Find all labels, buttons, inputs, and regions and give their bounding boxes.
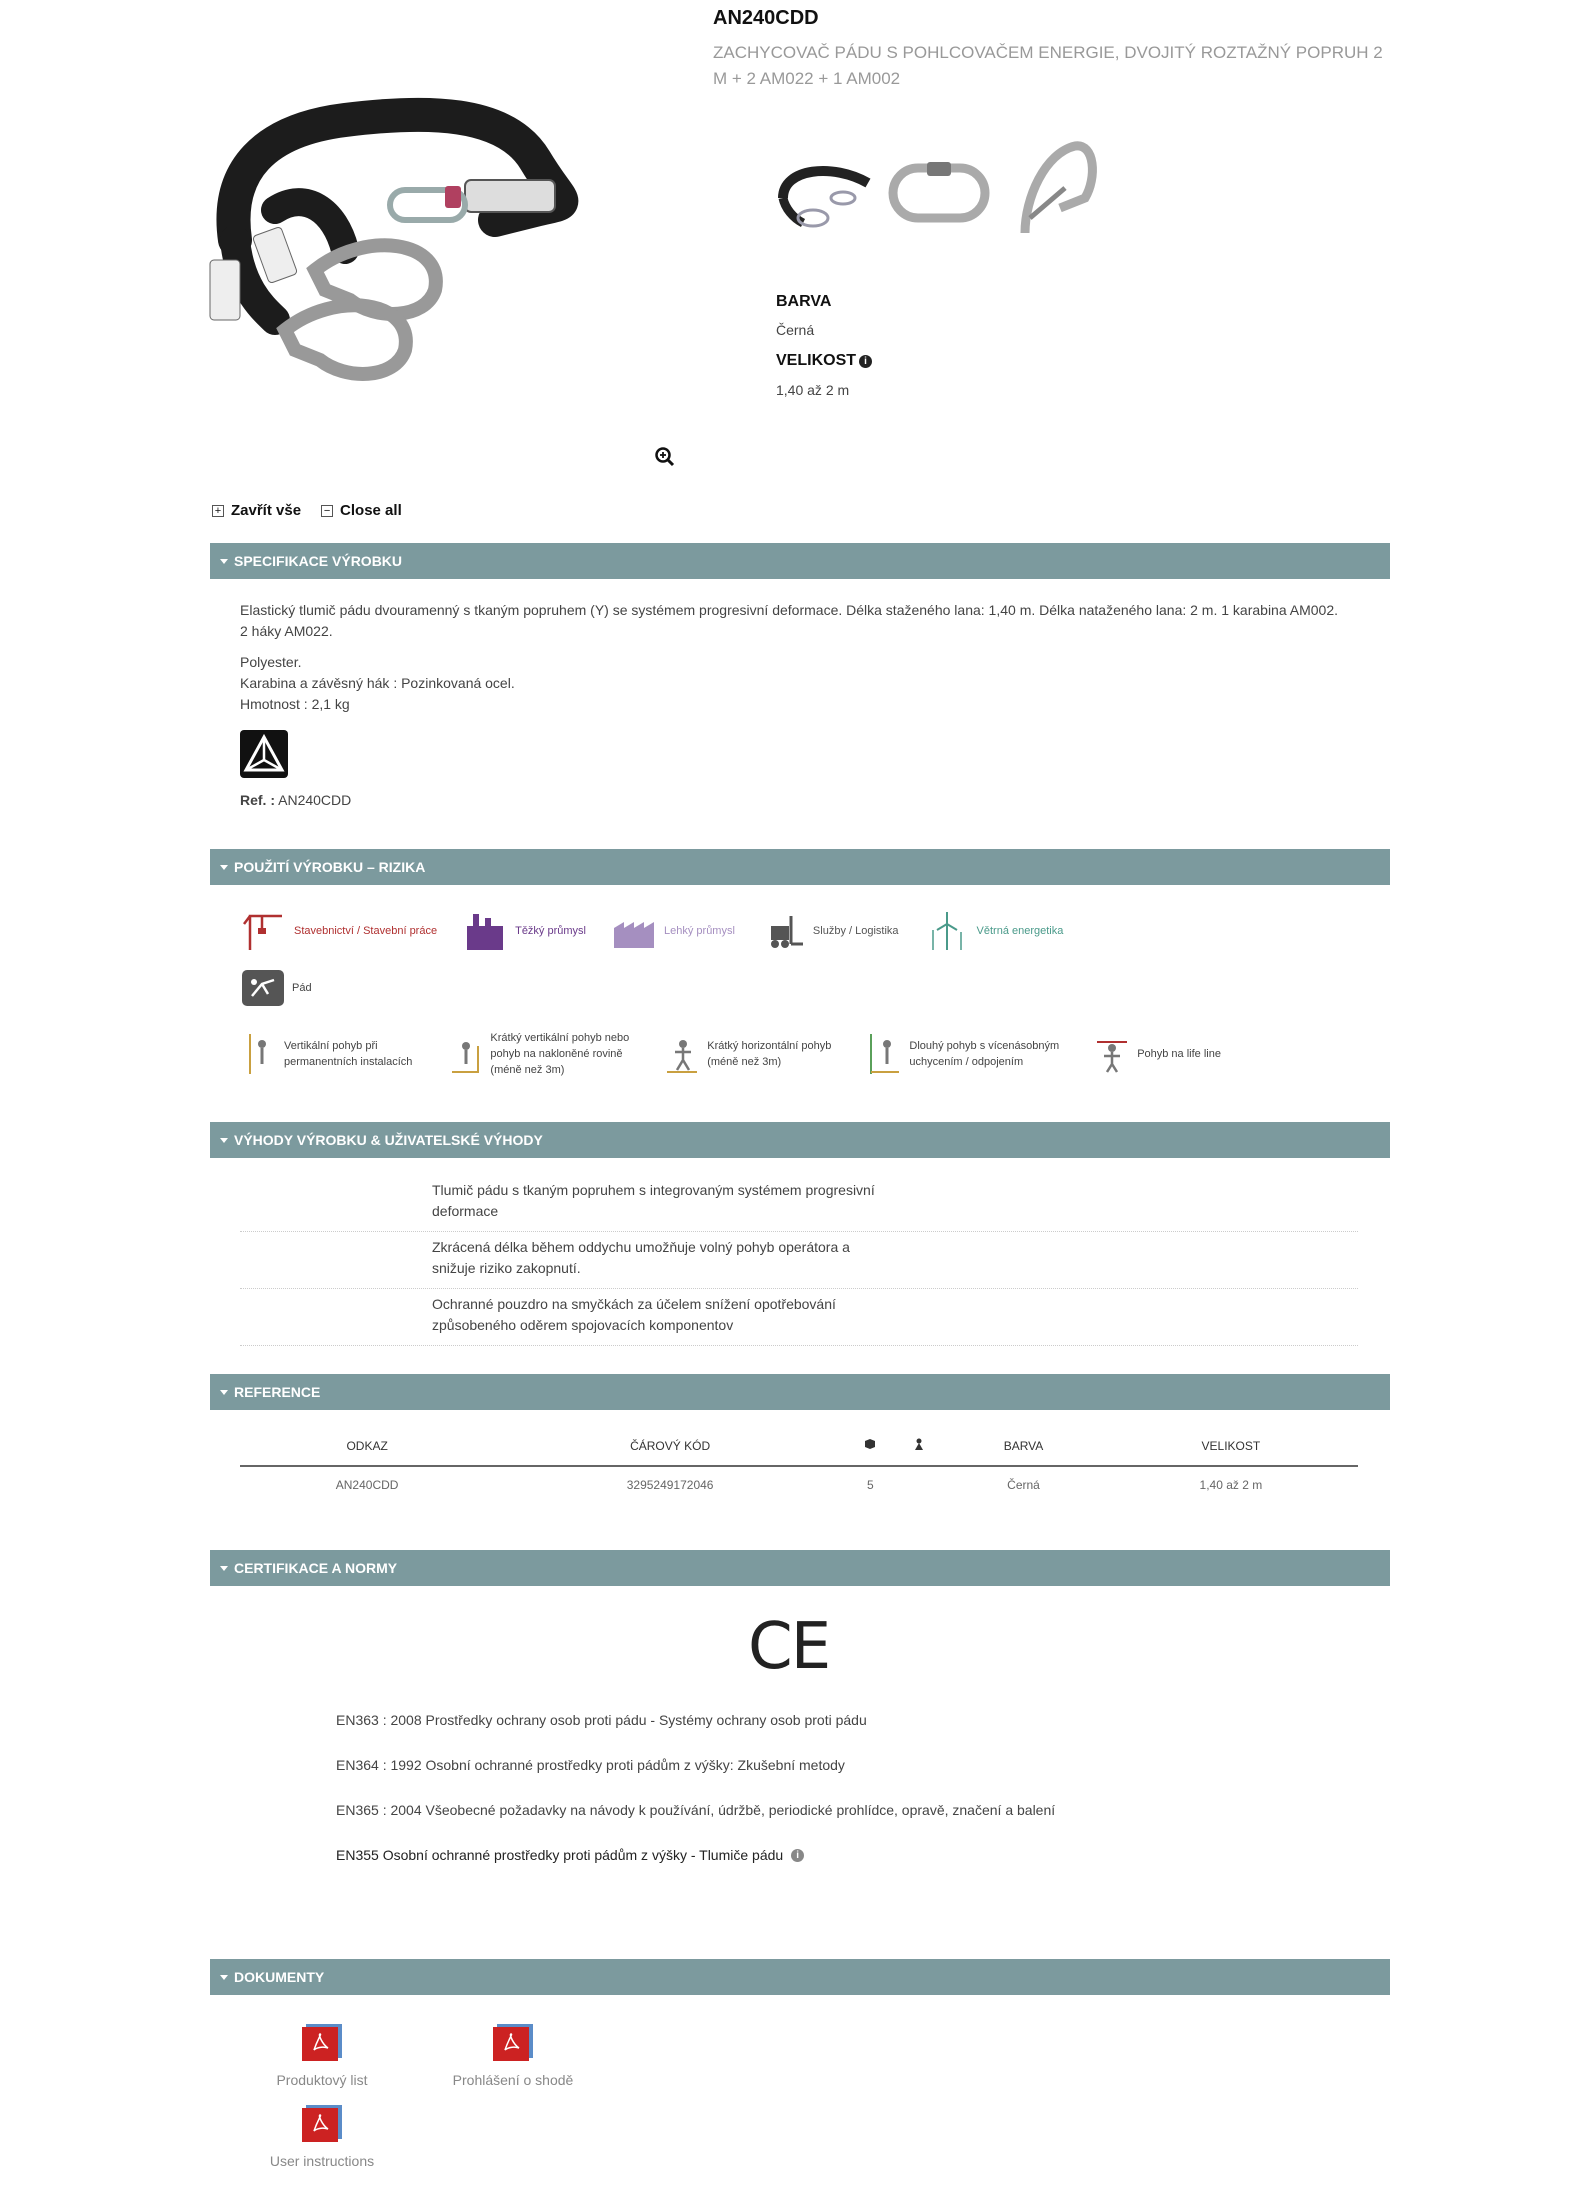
wind-turbine-icon: [925, 910, 969, 952]
col-barcode: ČÁROVÝ KÓD: [494, 1426, 846, 1466]
benefit-item: Zkrácená délka během oddychu umožňuje volný pohyb operátora a snižuje riziko zakopnutí.: [240, 1237, 1358, 1289]
ce-mark: CE: [748, 1610, 830, 1684]
movement-vertical-permanent: Vertikální pohyb při permanentních instalacích: [242, 1030, 412, 1078]
movement-life-line: Pohyb na life line: [1095, 1030, 1221, 1078]
section-docs-title: DOKUMENTY: [234, 1969, 325, 1985]
movement-short-vertical: Krátký vertikální pohyb nebo pohyb na nakloněné rovině (méně než 3m): [448, 1030, 629, 1078]
color-value: Černá: [776, 322, 815, 338]
thumbnail-carabiner[interactable]: [887, 138, 997, 248]
vertical-movement-icon: [242, 1032, 276, 1076]
caret-down-icon: [220, 1138, 228, 1143]
doc-product-sheet[interactable]: Produktový list: [237, 2024, 407, 2088]
spec-material: Polyester.: [240, 654, 302, 670]
thumbnail-hook[interactable]: [1005, 138, 1115, 248]
movement-short-horizontal: Krátký horizontální pohyb (méně než 3m): [665, 1030, 831, 1078]
sector-light-industry: Lehký průmysl: [612, 910, 735, 952]
section-cert-header[interactable]: [210, 1550, 1390, 1586]
benefit-item: Ochranné pouzdro na smyčkách za účelem snížení opotřebování způsobeného oděrem spojovacích komponentov: [240, 1294, 1358, 1346]
sector-wind-energy: Větrná energetika: [925, 910, 1064, 952]
short-vertical-icon: [448, 1032, 482, 1076]
size-value: 1,40 až 2 m: [776, 382, 850, 398]
pdf-icon: [300, 2024, 344, 2062]
sector-logistics: Služby / Logistika: [761, 910, 899, 952]
plus-icon: +: [212, 505, 224, 517]
minus-icon: −: [321, 505, 333, 517]
movement-long-multiple: Dlouhý pohyb s vícenásobným uchycením / odpojením: [867, 1030, 1059, 1078]
col-size: VELIKOST: [1104, 1426, 1358, 1466]
factory-icon: [463, 910, 507, 952]
zoom-icon[interactable]: [654, 446, 676, 468]
sector-construction: Stavebnictví / Stavební práce: [242, 910, 437, 952]
caret-down-icon: [220, 1566, 228, 1571]
section-cert-title: CERTIFIKACE A NORMY: [234, 1560, 398, 1576]
spec-hook: Karabina a závěsný hák : Pozinkovaná ocel.: [240, 675, 515, 691]
doc-user-instructions[interactable]: User instructions: [237, 2105, 407, 2169]
life-line-icon: [1095, 1032, 1129, 1076]
table-row: AN240CDD 3295249172046 5 Černá 1,40 až 2 m: [335, 1477, 1263, 1492]
section-spec-title: SPECIFIKACE VÝROBKU: [234, 553, 403, 569]
ref-label: Ref. :: [240, 792, 275, 808]
box-icon: [864, 1438, 876, 1450]
section-spec-header[interactable]: [210, 543, 1390, 579]
section-docs-header[interactable]: [210, 1959, 1390, 1995]
open-all-toggle[interactable]: [212, 502, 301, 519]
crane-icon: [242, 910, 286, 952]
section-benefits-title: VÝHODY VÝROBKU & UŽIVATELSKÉ VÝHODY: [234, 1132, 543, 1148]
size-label: VELIKOST: [776, 352, 857, 369]
spec-description-2: 2 háky AM022.: [240, 623, 333, 639]
product-title: ZACHYCOVAČ PÁDU S POHLCOVAČEM ENERGIE, DVOJITÝ ROZTAŽNÝ POPRUH 2 M + 2 AM022 + 1 AM002: [713, 43, 1383, 88]
caret-down-icon: [220, 865, 228, 870]
col-unit: [895, 1426, 944, 1466]
product-code: AN240CDD: [713, 7, 819, 29]
col-color: BARVA: [943, 1426, 1103, 1466]
section-benefits-header[interactable]: [210, 1122, 1390, 1158]
info-icon[interactable]: i: [859, 355, 872, 368]
norm-item: EN364 : 1992 Osobní ochranné prostředky proti pádům z výšky: Zkušební metody: [336, 1757, 845, 1773]
norm-item: EN355 Osobní ochranné prostředky proti pádům z výšky - Tlumiče pádu: [336, 1847, 784, 1863]
doc-declaration[interactable]: Prohlášení o shodě: [428, 2024, 598, 2088]
info-icon[interactable]: i: [791, 1849, 804, 1862]
long-movement-icon: [867, 1032, 901, 1076]
close-all-label: Close all: [340, 502, 402, 519]
caret-down-icon: [220, 1390, 228, 1395]
section-usage-header[interactable]: [210, 849, 1390, 885]
section-reference-title: REFERENCE: [234, 1384, 321, 1400]
section-usage-title: POUŽITÍ VÝROBKU – RIZIKA: [234, 859, 426, 875]
spec-description: Elastický tlumič pádu dvouramenný s tkaným popruhem (Y) se systémem progresivní deformace. Délka staženého lana: 1,40 m. Délka nataženého lana: 2 m. 1 karabina AM002.: [240, 602, 1338, 618]
pdf-icon: [300, 2105, 344, 2143]
person-icon: [913, 1438, 925, 1450]
col-package: [846, 1426, 895, 1466]
risk-fall: Pád: [242, 970, 312, 1006]
light-factory-icon: [612, 910, 656, 952]
close-all-toggle[interactable]: [321, 502, 402, 519]
benefit-item: Tlumič pádu s tkaným popruhem s integrovaným systémem progresivní deformace: [240, 1180, 1358, 1232]
color-label: BARVA: [776, 293, 832, 310]
caret-down-icon: [220, 559, 228, 564]
ref-value: AN240CDD: [278, 792, 352, 808]
section-reference-header[interactable]: [210, 1374, 1390, 1410]
spec-weight: Hmotnost : 2,1 kg: [240, 696, 350, 712]
fall-icon: [242, 970, 284, 1006]
reference-table: [240, 1426, 1358, 1502]
col-reference: ODKAZ: [240, 1426, 494, 1466]
forklift-icon: [761, 910, 805, 952]
norm-item: EN365 : 2004 Všeobecné požadavky na návody k používání, údržbě, periodické prohlídce, opravě, značení a balení: [336, 1802, 1056, 1818]
norm-item: EN363 : 2008 Prostředky ochrany osob proti pádu - Systémy ochrany osob proti pádu: [336, 1712, 867, 1728]
open-all-label: Zavřít vše: [231, 502, 302, 519]
horizontal-movement-icon: [665, 1032, 699, 1076]
thumbnail-lanyard[interactable]: [773, 138, 883, 248]
product-image: [205, 60, 695, 420]
caret-down-icon: [220, 1975, 228, 1980]
brand-logo: [240, 730, 288, 778]
sector-heavy-industry: Těžký průmysl: [463, 910, 586, 952]
pdf-icon: [491, 2024, 535, 2062]
